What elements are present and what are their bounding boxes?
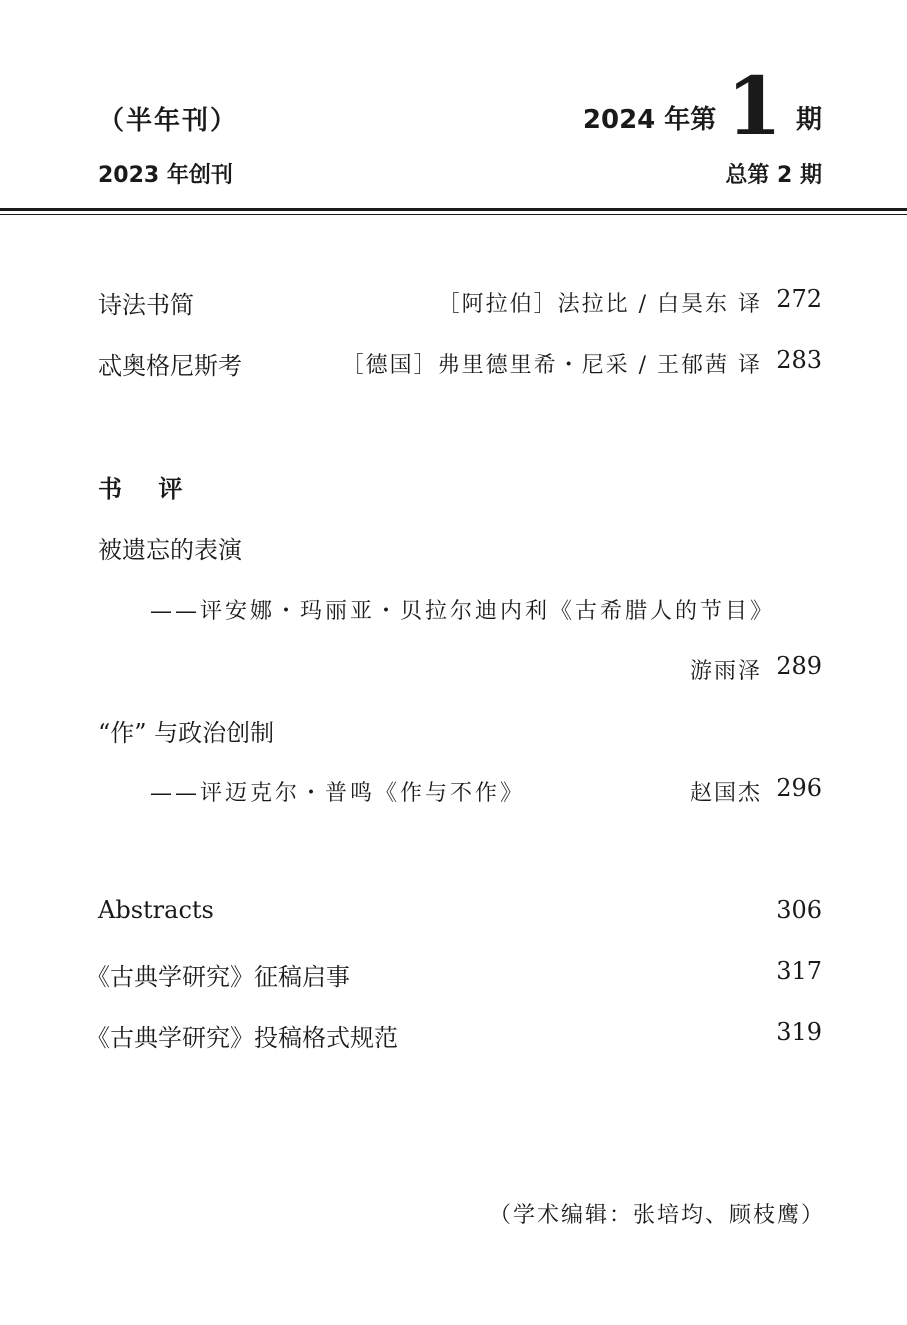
header-rule-thin — [0, 214, 907, 215]
issue-number: 1 — [726, 59, 782, 153]
header-rule-thick — [0, 208, 907, 211]
back-matter-title: Abstracts — [98, 896, 214, 924]
review-author: 赵国杰 — [689, 781, 762, 806]
toc-entry-author: ［德国］弗里德里希・尼采 / 王郁茜 译 — [341, 353, 762, 378]
editors-note: （学术编辑：张培均、顾枝鹰） — [488, 1203, 825, 1228]
toc-entry-page: 283 — [776, 346, 822, 374]
issue-label — [582, 59, 822, 153]
toc-entry-title: 忒奥格尼斯考 — [98, 352, 242, 380]
journal-founded: 2023 年创刊 — [98, 163, 233, 188]
journal-frequency: （半年刊） — [98, 106, 239, 136]
toc-entry-page: 272 — [776, 285, 822, 313]
issue-suffix: 期 — [795, 105, 822, 135]
review-subtitle: ——评安娜・玛丽亚・贝拉尔迪内利《古希腊人的节目》 — [150, 599, 776, 624]
back-matter-title: 《古典学研究》征稿启事 — [86, 963, 350, 991]
section-title-book-reviews: 书 评 — [98, 474, 197, 503]
review-page: 289 — [776, 652, 822, 680]
review-author: 游雨泽 — [689, 659, 762, 684]
back-matter-page: 317 — [776, 957, 822, 985]
toc-entry-author: ［阿拉伯］法拉比 / 白昊东 译 — [437, 292, 762, 317]
review-page: 296 — [776, 774, 822, 802]
review-title: “作” 与政治创制 — [98, 719, 275, 747]
review-subtitle: ——评迈克尔・普鸣《作与不作》 — [150, 781, 526, 806]
back-matter-title: 《古典学研究》投稿格式规范 — [86, 1024, 398, 1052]
total-issue: 总第 2 期 — [725, 163, 822, 188]
back-matter-page: 306 — [776, 896, 822, 924]
issue-year-label: 2024 年第 — [582, 105, 717, 135]
back-matter-page: 319 — [776, 1018, 822, 1046]
toc-entry-title: 诗法书简 — [98, 291, 194, 319]
review-title: 被遗忘的表演 — [98, 536, 242, 564]
